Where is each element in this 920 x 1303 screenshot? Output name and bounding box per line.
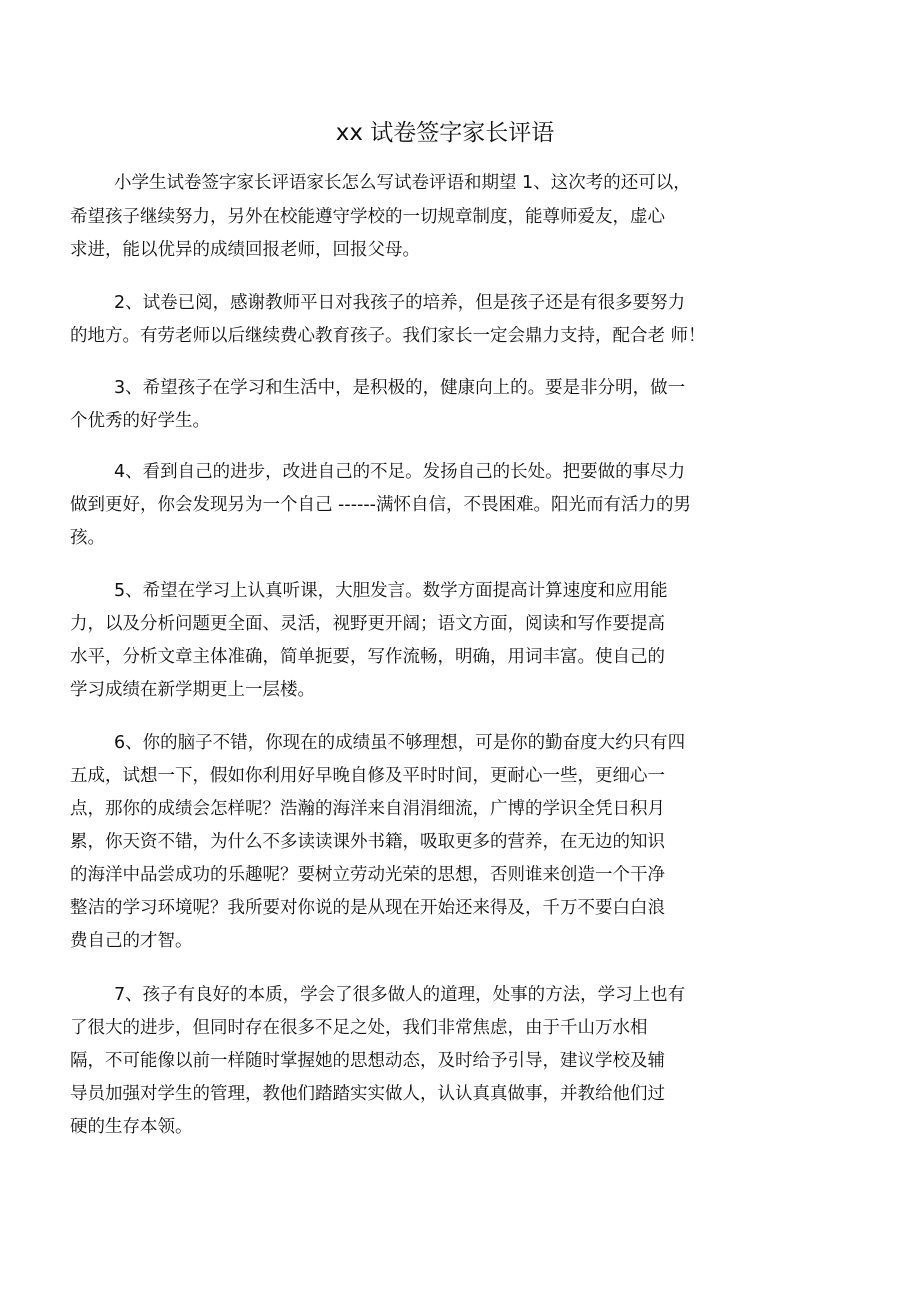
paragraph-line: 的海洋中品尝成功的乐趣呢？要树立劳动光荣的思想，否则谁来创造一个干净 xyxy=(70,865,665,885)
paragraph-line: 五成，试想一下，假如你利用好早晚自修及平时时间，更耐心一些，更细心一 xyxy=(70,766,665,786)
paragraph-line: 学习成绩在新学期更上一层楼。 xyxy=(70,680,315,700)
paragraph-line: 4、看到自己的进步，改进自己的不足。发扬自己的长处。把要做的事尽力 xyxy=(114,462,686,482)
paragraph-line: 个优秀的好学生。 xyxy=(70,411,210,431)
paragraph-line: 7、孩子有良好的本质，学会了很多做人的道理，处事的方法，学习上也有 xyxy=(114,985,686,1005)
paragraph-line: 力，以及分析问题更全面、灵活，视野更开阔；语文方面，阅读和写作要提高 xyxy=(70,614,665,634)
paragraph-line: 2、试卷已阅，感谢教师平日对我孩子的培养，但是孩子还是有很多要努力 xyxy=(114,293,686,313)
paragraph-line: 3、希望孩子在学习和生活中，是积极的，健康向上的。要是非分明，做一 xyxy=(114,378,686,398)
paragraph-line: 5、希望在学习上认真听课，大胆发言。数学方面提高计算速度和应用能 xyxy=(114,581,668,601)
paragraph-line: 6、你的脑子不错，你现在的成绩虽不够理想，可是你的勤奋度大约只有四 xyxy=(114,733,686,753)
paragraph-line: 硬的生存本领。 xyxy=(70,1117,193,1137)
page-title: xx 试卷签字家长评语 xyxy=(335,120,555,146)
paragraph-line: 费自己的才智。 xyxy=(70,931,193,951)
paragraph-line: 做到更好，你会发现另为一个自己 ------满怀自信，不畏困难。阳光而有活力的男 xyxy=(70,495,691,515)
paragraph-line: 希望孩子继续努力，另外在校能遵守学校的一切规章制度，能尊师爱友，虚心 xyxy=(70,207,665,227)
paragraph-line: 隔，不可能像以前一样随时掌握她的思想动态，及时给予引导，建议学校及辅 xyxy=(70,1051,665,1071)
paragraph-line: 水平，分析文章主体准确，简单扼要，写作流畅，明确，用词丰富。使自己的 xyxy=(70,647,665,667)
paragraph-line: 点，那你的成绩会怎样呢？浩瀚的海洋来自涓涓细流，广博的学识全凭日积月 xyxy=(70,799,665,819)
paragraph-line: 了很大的进步，但同时存在很多不足之处，我们非常焦虑，由于千山万水相 xyxy=(70,1018,648,1038)
paragraph-line: 导员加强对学生的管理，教他们踏踏实实做人，认认真真做事，并教给他们过 xyxy=(70,1084,665,1104)
paragraph-line: 的地方。有劳老师以后继续费心教育孩子。我们家长一定会鼎力支持，配合老 师！ xyxy=(70,326,706,346)
paragraph-line: 整洁的学习环境呢？我所要对你说的是从现在开始还来得及，千万不要白白浪 xyxy=(70,898,665,918)
paragraph-line: 求进，能以优异的成绩回报老师，回报父母。 xyxy=(70,240,420,260)
paragraph-line: 孩。 xyxy=(70,528,105,548)
paragraph-line: 小学生试卷签字家长评语家长怎么写试卷评语和期望 1、这次考的还可以， xyxy=(114,173,691,193)
paragraph-line: 累，你天资不错，为什么不多读读课外书籍，吸取更多的营养，在无边的知识 xyxy=(70,832,665,852)
